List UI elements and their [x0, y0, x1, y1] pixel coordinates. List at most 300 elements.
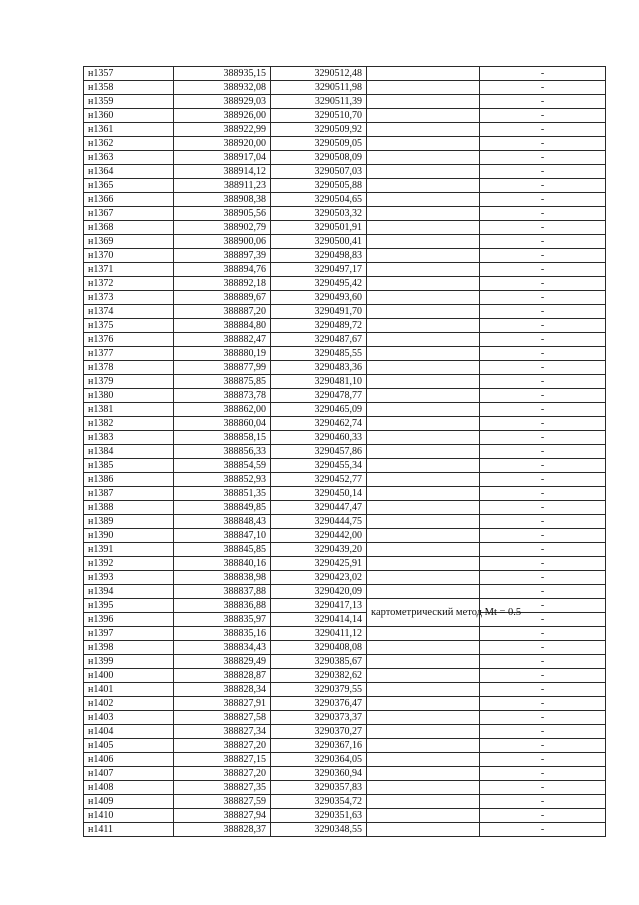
point-id-cell: н1383 — [84, 431, 174, 445]
note-cell: - — [480, 431, 606, 445]
x-coordinate-cell: 388851,35 — [174, 487, 271, 501]
note-cell: - — [480, 655, 606, 669]
table-row — [84, 599, 606, 613]
table-row — [84, 333, 606, 347]
table-row — [84, 697, 606, 711]
point-id-cell: н1406 — [84, 753, 174, 767]
point-id-cell: н1398 — [84, 641, 174, 655]
method-cell — [367, 459, 480, 473]
y-coordinate-cell: 3290354,72 — [271, 795, 367, 809]
y-coordinate-cell: 3290491,70 — [271, 305, 367, 319]
y-coordinate-cell: 3290439,20 — [271, 543, 367, 557]
method-cell — [367, 515, 480, 529]
x-coordinate-cell: 388829,49 — [174, 655, 271, 669]
point-id-cell: н1376 — [84, 333, 174, 347]
note-cell: - — [480, 669, 606, 683]
x-coordinate-cell: 388877,99 — [174, 361, 271, 375]
point-id-cell: н1366 — [84, 193, 174, 207]
point-id-cell: н1372 — [84, 277, 174, 291]
point-id-cell: н1411 — [84, 823, 174, 837]
coordinates-table-body — [84, 67, 606, 837]
x-coordinate-cell: 388908,38 — [174, 193, 271, 207]
x-coordinate-cell: 388922,99 — [174, 123, 271, 137]
note-cell: - — [480, 781, 606, 795]
x-coordinate-cell: 388862,00 — [174, 403, 271, 417]
table-row — [84, 137, 606, 151]
table-row — [84, 291, 606, 305]
y-coordinate-cell: 3290498,83 — [271, 249, 367, 263]
point-id-cell: н1401 — [84, 683, 174, 697]
note-cell: - — [480, 711, 606, 725]
x-coordinate-cell: 388882,47 — [174, 333, 271, 347]
method-cell — [367, 361, 480, 375]
table-row — [84, 627, 606, 641]
coordinates-table — [83, 66, 606, 837]
x-coordinate-cell: 388894,76 — [174, 263, 271, 277]
note-cell: - — [480, 515, 606, 529]
method-cell — [367, 249, 480, 263]
point-id-cell: н1360 — [84, 109, 174, 123]
method-cell — [367, 669, 480, 683]
y-coordinate-cell: 3290376,47 — [271, 697, 367, 711]
table-row — [84, 151, 606, 165]
point-id-cell: н1392 — [84, 557, 174, 571]
method-cell — [367, 739, 480, 753]
method-cell — [367, 823, 480, 837]
method-cell — [367, 389, 480, 403]
point-id-cell: н1380 — [84, 389, 174, 403]
note-cell: - — [480, 109, 606, 123]
y-coordinate-cell: 3290414,14 — [271, 613, 367, 627]
x-coordinate-cell: 388884,80 — [174, 319, 271, 333]
method-cell — [367, 291, 480, 305]
y-coordinate-cell: 3290489,72 — [271, 319, 367, 333]
table-row — [84, 515, 606, 529]
y-coordinate-cell: 3290487,67 — [271, 333, 367, 347]
y-coordinate-cell: 3290493,60 — [271, 291, 367, 305]
note-cell: - — [480, 417, 606, 431]
note-cell: - — [480, 627, 606, 641]
note-cell: - — [480, 67, 606, 81]
note-cell: - — [480, 207, 606, 221]
x-coordinate-cell: 388860,04 — [174, 417, 271, 431]
method-cell — [367, 277, 480, 291]
table-row — [84, 319, 606, 333]
point-id-cell: н1409 — [84, 795, 174, 809]
method-cell — [367, 305, 480, 319]
x-coordinate-cell: 388902,79 — [174, 221, 271, 235]
x-coordinate-cell: 388887,20 — [174, 305, 271, 319]
y-coordinate-cell: 3290425,91 — [271, 557, 367, 571]
note-cell: - — [480, 249, 606, 263]
point-id-cell: н1402 — [84, 697, 174, 711]
point-id-cell: н1391 — [84, 543, 174, 557]
y-coordinate-cell: 3290505,88 — [271, 179, 367, 193]
point-id-cell: н1364 — [84, 165, 174, 179]
table-row — [84, 655, 606, 669]
point-id-cell: н1403 — [84, 711, 174, 725]
note-cell: - — [480, 613, 606, 627]
note-cell: - — [480, 137, 606, 151]
note-cell: - — [480, 277, 606, 291]
y-coordinate-cell: 3290511,39 — [271, 95, 367, 109]
table-row — [84, 459, 606, 473]
method-cell — [367, 711, 480, 725]
method-cell — [367, 333, 480, 347]
x-coordinate-cell: 388854,59 — [174, 459, 271, 473]
x-coordinate-cell: 388900,06 — [174, 235, 271, 249]
method-cell — [367, 627, 480, 641]
table-row — [84, 179, 606, 193]
point-id-cell: н1381 — [84, 403, 174, 417]
x-coordinate-cell: 388935,15 — [174, 67, 271, 81]
note-cell: - — [480, 319, 606, 333]
point-id-cell: н1361 — [84, 123, 174, 137]
note-cell: - — [480, 221, 606, 235]
table-row — [84, 347, 606, 361]
note-cell: - — [480, 123, 606, 137]
x-coordinate-cell: 388827,34 — [174, 725, 271, 739]
method-cell — [367, 501, 480, 515]
note-cell: - — [480, 165, 606, 179]
method-cell — [367, 123, 480, 137]
point-id-cell: н1386 — [84, 473, 174, 487]
y-coordinate-cell: 3290495,42 — [271, 277, 367, 291]
method-cell — [367, 655, 480, 669]
y-coordinate-cell: 3290370,27 — [271, 725, 367, 739]
note-cell: - — [480, 543, 606, 557]
y-coordinate-cell: 3290460,33 — [271, 431, 367, 445]
note-cell: - — [480, 459, 606, 473]
point-id-cell: н1408 — [84, 781, 174, 795]
point-id-cell: н1367 — [84, 207, 174, 221]
method-cell — [367, 221, 480, 235]
note-cell: - — [480, 697, 606, 711]
y-coordinate-cell: 3290483,36 — [271, 361, 367, 375]
point-id-cell: н1388 — [84, 501, 174, 515]
note-cell: - — [480, 445, 606, 459]
point-id-cell: н1379 — [84, 375, 174, 389]
x-coordinate-cell: 388892,18 — [174, 277, 271, 291]
method-cell — [367, 571, 480, 585]
method-cell — [367, 109, 480, 123]
point-id-cell: н1385 — [84, 459, 174, 473]
point-id-cell: н1410 — [84, 809, 174, 823]
y-coordinate-cell: 3290450,14 — [271, 487, 367, 501]
table-row — [84, 711, 606, 725]
y-coordinate-cell: 3290478,77 — [271, 389, 367, 403]
x-coordinate-cell: 388834,43 — [174, 641, 271, 655]
x-coordinate-cell: 388827,35 — [174, 781, 271, 795]
table-row — [84, 305, 606, 319]
x-coordinate-cell: 388827,20 — [174, 767, 271, 781]
note-cell: - — [480, 81, 606, 95]
method-cell — [367, 543, 480, 557]
method-cell — [367, 697, 480, 711]
x-coordinate-cell: 388838,98 — [174, 571, 271, 585]
table-row — [84, 669, 606, 683]
table-row — [84, 207, 606, 221]
table-row — [84, 95, 606, 109]
y-coordinate-cell: 3290510,70 — [271, 109, 367, 123]
table-row — [84, 235, 606, 249]
point-id-cell: н1407 — [84, 767, 174, 781]
table-row — [84, 529, 606, 543]
method-cell — [367, 781, 480, 795]
method-cell — [367, 417, 480, 431]
table-row — [84, 571, 606, 585]
method-cell — [367, 375, 480, 389]
point-id-cell: н1393 — [84, 571, 174, 585]
method-cell — [367, 263, 480, 277]
point-id-cell: н1404 — [84, 725, 174, 739]
point-id-cell: н1375 — [84, 319, 174, 333]
x-coordinate-cell: 388836,88 — [174, 599, 271, 613]
method-label-cell: картометрический метод Mt = 0.5 — [367, 599, 480, 627]
x-coordinate-cell: 388917,04 — [174, 151, 271, 165]
table-row — [84, 487, 606, 501]
y-coordinate-cell: 3290373,37 — [271, 711, 367, 725]
y-coordinate-cell: 3290442,00 — [271, 529, 367, 543]
point-id-cell: н1374 — [84, 305, 174, 319]
point-id-cell: н1389 — [84, 515, 174, 529]
note-cell: - — [480, 179, 606, 193]
table-row — [84, 109, 606, 123]
note-cell: - — [480, 375, 606, 389]
x-coordinate-cell: 388827,59 — [174, 795, 271, 809]
table-row — [84, 67, 606, 81]
point-id-cell: н1359 — [84, 95, 174, 109]
method-cell — [367, 557, 480, 571]
y-coordinate-cell: 3290457,86 — [271, 445, 367, 459]
y-coordinate-cell: 3290408,08 — [271, 641, 367, 655]
table-row — [84, 767, 606, 781]
note-cell: - — [480, 403, 606, 417]
y-coordinate-cell: 3290455,34 — [271, 459, 367, 473]
note-cell: - — [480, 739, 606, 753]
point-id-cell: н1365 — [84, 179, 174, 193]
point-id-cell: н1362 — [84, 137, 174, 151]
y-coordinate-cell: 3290503,32 — [271, 207, 367, 221]
note-cell: - — [480, 501, 606, 515]
note-cell: - — [480, 753, 606, 767]
x-coordinate-cell: 388837,88 — [174, 585, 271, 599]
note-cell: - — [480, 305, 606, 319]
table-row — [84, 445, 606, 459]
method-cell — [367, 753, 480, 767]
point-id-cell: н1395 — [84, 599, 174, 613]
point-id-cell: н1400 — [84, 669, 174, 683]
table-row — [84, 249, 606, 263]
table-row — [84, 557, 606, 571]
x-coordinate-cell: 388827,15 — [174, 753, 271, 767]
x-coordinate-cell: 388827,94 — [174, 809, 271, 823]
note-cell: - — [480, 235, 606, 249]
y-coordinate-cell: 3290447,47 — [271, 501, 367, 515]
point-id-cell: н1399 — [84, 655, 174, 669]
method-cell — [367, 767, 480, 781]
point-id-cell: н1390 — [84, 529, 174, 543]
method-cell — [367, 809, 480, 823]
y-coordinate-cell: 3290367,16 — [271, 739, 367, 753]
y-coordinate-cell: 3290508,09 — [271, 151, 367, 165]
x-coordinate-cell: 388827,91 — [174, 697, 271, 711]
x-coordinate-cell: 388897,39 — [174, 249, 271, 263]
note-cell: - — [480, 389, 606, 403]
x-coordinate-cell: 388889,67 — [174, 291, 271, 305]
note-cell: - — [480, 529, 606, 543]
table-row — [84, 375, 606, 389]
x-coordinate-cell: 388847,10 — [174, 529, 271, 543]
x-coordinate-cell: 388828,37 — [174, 823, 271, 837]
x-coordinate-cell: 388828,34 — [174, 683, 271, 697]
method-cell — [367, 473, 480, 487]
x-coordinate-cell: 388880,19 — [174, 347, 271, 361]
table-row — [84, 501, 606, 515]
point-id-cell: н1378 — [84, 361, 174, 375]
method-cell — [367, 67, 480, 81]
point-id-cell: н1387 — [84, 487, 174, 501]
table-row — [84, 795, 606, 809]
y-coordinate-cell: 3290500,41 — [271, 235, 367, 249]
x-coordinate-cell: 388858,15 — [174, 431, 271, 445]
x-coordinate-cell: 388835,97 — [174, 613, 271, 627]
y-coordinate-cell: 3290452,77 — [271, 473, 367, 487]
note-cell: - — [480, 151, 606, 165]
point-id-cell: н1396 — [84, 613, 174, 627]
y-coordinate-cell: 3290512,48 — [271, 67, 367, 81]
x-coordinate-cell: 388828,87 — [174, 669, 271, 683]
y-coordinate-cell: 3290462,74 — [271, 417, 367, 431]
point-id-cell: н1377 — [84, 347, 174, 361]
point-id-cell: н1382 — [84, 417, 174, 431]
method-cell — [367, 193, 480, 207]
x-coordinate-cell: 388845,85 — [174, 543, 271, 557]
method-cell — [367, 445, 480, 459]
method-cell — [367, 529, 480, 543]
method-cell — [367, 151, 480, 165]
method-cell — [367, 165, 480, 179]
point-id-cell: н1394 — [84, 585, 174, 599]
table-row — [84, 417, 606, 431]
method-cell — [367, 347, 480, 361]
point-id-cell: н1369 — [84, 235, 174, 249]
x-coordinate-cell: 388827,20 — [174, 739, 271, 753]
point-id-cell: н1363 — [84, 151, 174, 165]
note-cell: - — [480, 585, 606, 599]
y-coordinate-cell: 3290509,92 — [271, 123, 367, 137]
table-row — [84, 543, 606, 557]
table-row — [84, 809, 606, 823]
y-coordinate-cell: 3290501,91 — [271, 221, 367, 235]
x-coordinate-cell: 388849,85 — [174, 501, 271, 515]
point-id-cell: н1368 — [84, 221, 174, 235]
y-coordinate-cell: 3290420,09 — [271, 585, 367, 599]
y-coordinate-cell: 3290364,05 — [271, 753, 367, 767]
x-coordinate-cell: 388926,00 — [174, 109, 271, 123]
method-cell — [367, 585, 480, 599]
note-cell: - — [480, 683, 606, 697]
table-row — [84, 753, 606, 767]
method-cell — [367, 95, 480, 109]
table-row — [84, 81, 606, 95]
y-coordinate-cell: 3290504,65 — [271, 193, 367, 207]
table-row — [84, 823, 606, 837]
y-coordinate-cell: 3290481,10 — [271, 375, 367, 389]
y-coordinate-cell: 3290385,67 — [271, 655, 367, 669]
table-row — [84, 683, 606, 697]
method-cell — [367, 431, 480, 445]
note-cell: - — [480, 347, 606, 361]
note-cell: - — [480, 333, 606, 347]
x-coordinate-cell: 388840,16 — [174, 557, 271, 571]
point-id-cell: н1397 — [84, 627, 174, 641]
x-coordinate-cell: 388920,00 — [174, 137, 271, 151]
table-row — [84, 221, 606, 235]
y-coordinate-cell: 3290511,98 — [271, 81, 367, 95]
y-coordinate-cell: 3290348,55 — [271, 823, 367, 837]
y-coordinate-cell: 3290411,12 — [271, 627, 367, 641]
x-coordinate-cell: 388852,93 — [174, 473, 271, 487]
point-id-cell: н1358 — [84, 81, 174, 95]
method-cell — [367, 683, 480, 697]
point-id-cell: н1370 — [84, 249, 174, 263]
table-row — [84, 431, 606, 445]
note-cell: - — [480, 95, 606, 109]
x-coordinate-cell: 388932,08 — [174, 81, 271, 95]
method-cell — [367, 487, 480, 501]
note-cell: - — [480, 473, 606, 487]
y-coordinate-cell: 3290423,02 — [271, 571, 367, 585]
note-cell: - — [480, 361, 606, 375]
table-row — [84, 739, 606, 753]
x-coordinate-cell: 388914,12 — [174, 165, 271, 179]
method-cell — [367, 725, 480, 739]
table-row — [84, 473, 606, 487]
note-cell: - — [480, 263, 606, 277]
table-row — [84, 641, 606, 655]
note-cell: - — [480, 767, 606, 781]
y-coordinate-cell: 3290360,94 — [271, 767, 367, 781]
note-cell: - — [480, 291, 606, 305]
method-cell — [367, 207, 480, 221]
x-coordinate-cell: 388835,16 — [174, 627, 271, 641]
method-cell — [367, 81, 480, 95]
table-row — [84, 389, 606, 403]
note-cell: - — [480, 795, 606, 809]
y-coordinate-cell: 3290382,62 — [271, 669, 367, 683]
note-cell: - — [480, 193, 606, 207]
x-coordinate-cell: 388929,03 — [174, 95, 271, 109]
point-id-cell: н1405 — [84, 739, 174, 753]
table-row — [84, 361, 606, 375]
y-coordinate-cell: 3290379,55 — [271, 683, 367, 697]
method-cell — [367, 403, 480, 417]
point-id-cell: н1371 — [84, 263, 174, 277]
y-coordinate-cell: 3290444,75 — [271, 515, 367, 529]
note-cell: - — [480, 557, 606, 571]
note-cell: - — [480, 641, 606, 655]
method-cell — [367, 795, 480, 809]
point-id-cell: н1357 — [84, 67, 174, 81]
table-row — [84, 613, 606, 627]
x-coordinate-cell: 388875,85 — [174, 375, 271, 389]
table-row — [84, 781, 606, 795]
method-cell — [367, 641, 480, 655]
y-coordinate-cell: 3290509,05 — [271, 137, 367, 151]
table-row — [84, 263, 606, 277]
table-row — [84, 585, 606, 599]
